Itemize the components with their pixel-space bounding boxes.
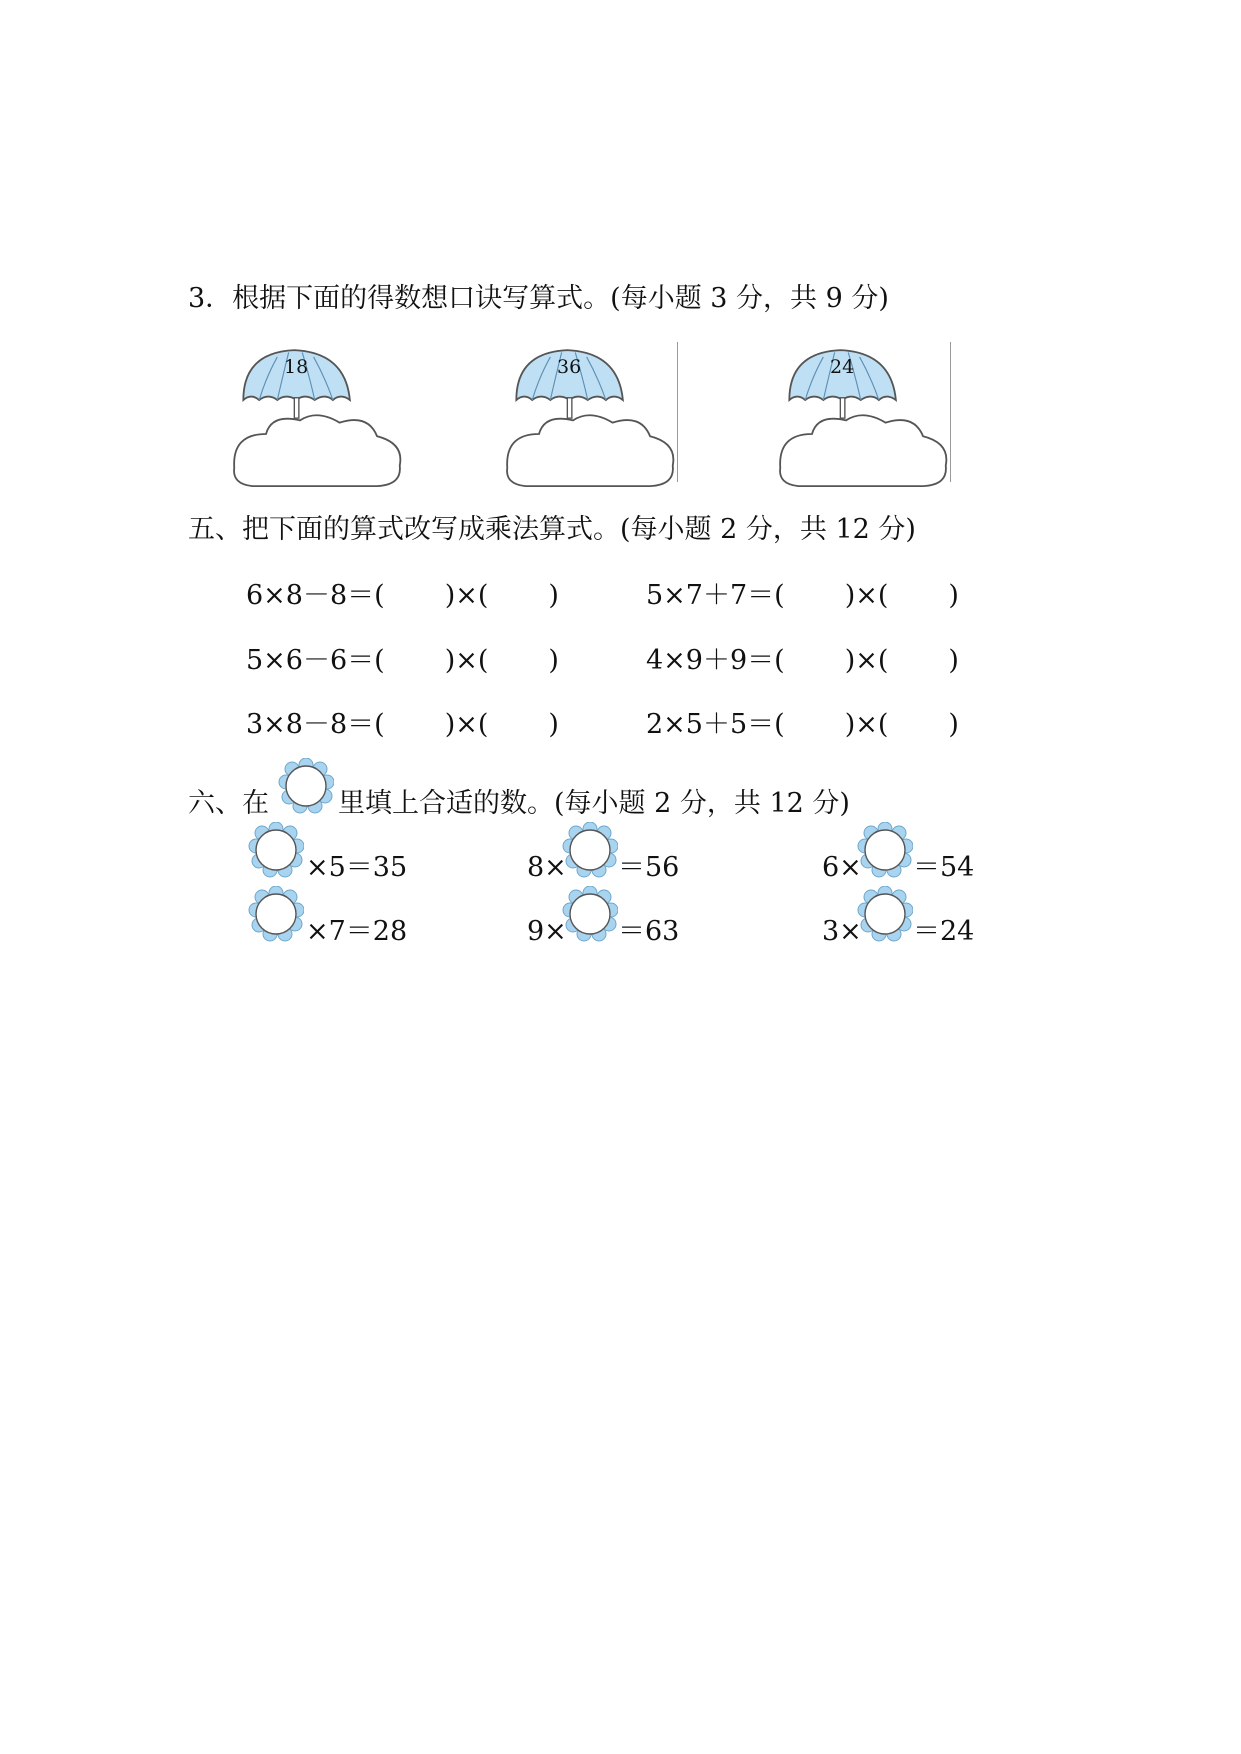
equation-row2-right [646,645,959,677]
equation-mid: )×( [844,645,889,676]
equation-text: 6×8－8＝( [246,580,385,611]
equation-row3-left [246,709,559,741]
equation-close: ) [548,709,559,740]
equation-close: ) [548,645,559,676]
fill-eq-r1c-after: ＝54 [913,852,975,883]
equation-mid: )×( [444,709,489,740]
equation-row1-right [646,580,959,612]
q3-title: 3．根据下面的得数想口诀写算式。(每小题 3 分，共 9 分) [188,283,889,314]
umbrella-cloud-icon [778,342,948,492]
equation-mid: )×( [844,580,889,611]
umbrella-value: 18 [284,356,309,378]
q5-title: 五、把下面的算式改写成乘法算式。(每小题 2 分，共 12 分) [188,514,916,545]
umbrella-cloud-1 [232,342,402,492]
equation-mid: )×( [844,709,889,740]
fill-eq-r2a: ×7＝28 [306,916,408,947]
fill-eq-r2c-after: ＝24 [913,916,975,947]
fill-eq-r1b-before: 8× [527,852,567,883]
flower-blank-icon[interactable] [248,822,304,878]
divider-line [950,342,951,482]
equation-mid: )×( [444,645,489,676]
umbrella-cloud-2 [505,342,675,492]
fill-eq-r1c-before: 6× [822,852,862,883]
umbrella-value: 36 [557,356,582,378]
umbrella-cloud-icon [505,342,675,492]
flower-blank-icon[interactable] [562,886,618,942]
equation-text: 3×8－8＝( [246,709,385,740]
divider-line [677,342,678,482]
equation-row3-right [646,709,959,741]
equation-close: ) [948,645,959,676]
fill-eq-r2b-before: 9× [527,916,567,947]
equation-row2-left [246,645,559,677]
fill-eq-r1a: ×5＝35 [306,852,408,883]
fill-eq-r1b-after: ＝56 [618,852,680,883]
umbrella-value: 24 [830,356,855,378]
flower-blank-icon[interactable] [857,886,913,942]
equation-row1-left [246,580,559,612]
flower-blank-icon[interactable] [562,822,618,878]
flower-blank-icon[interactable] [248,886,304,942]
q6-title-prefix: 六、在 [188,788,269,819]
flower-blank-icon[interactable] [857,822,913,878]
equation-text: 5×7＋7＝( [646,580,785,611]
equation-close: ) [548,580,559,611]
equation-text: 5×6－6＝( [246,645,385,676]
fill-eq-r2b-after: ＝63 [618,916,680,947]
equation-close: ) [948,709,959,740]
umbrella-cloud-icon [232,342,402,492]
equation-text: 2×5＋5＝( [646,709,785,740]
equation-close: ) [948,580,959,611]
equation-text: 4×9＋9＝( [646,645,785,676]
fill-eq-r2c-before: 3× [822,916,862,947]
q6-title-suffix: 里填上合适的数。(每小题 2 分，共 12 分) [338,788,850,819]
umbrella-cloud-3 [778,342,948,492]
equation-mid: )×( [444,580,489,611]
flower-circle-icon [278,758,334,814]
